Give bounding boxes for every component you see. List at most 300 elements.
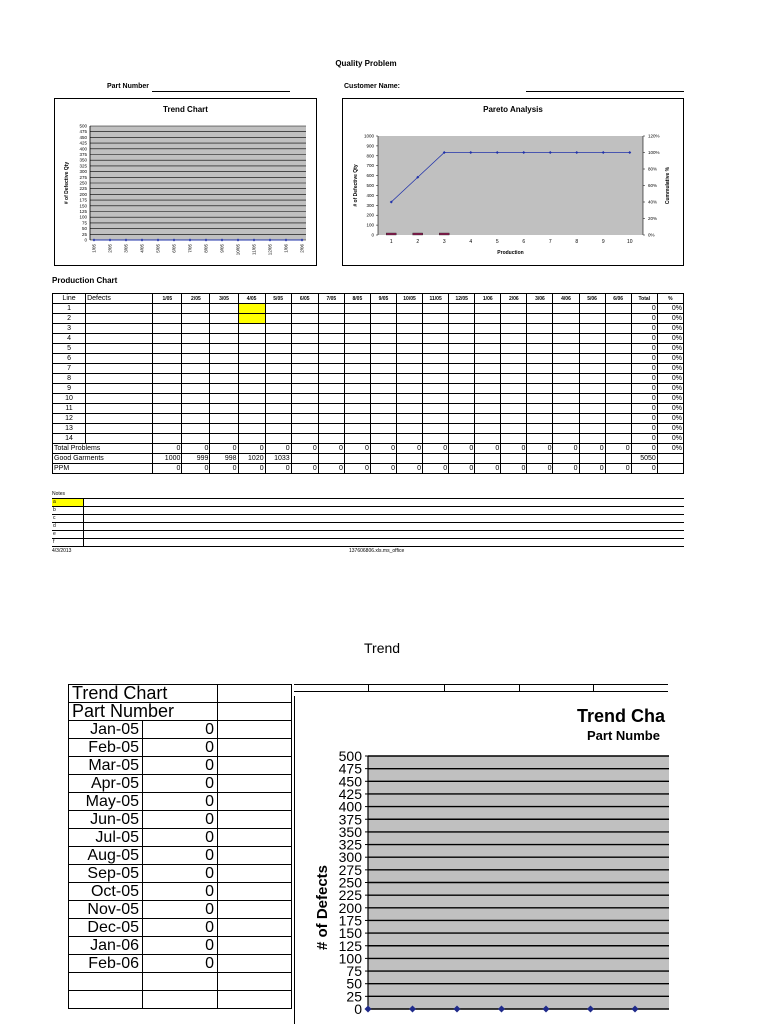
- entry-cell[interactable]: [579, 414, 605, 424]
- entry-cell[interactable]: [501, 424, 527, 434]
- entry-cell[interactable]: [397, 374, 423, 384]
- entry-cell[interactable]: [153, 304, 182, 314]
- entry-cell[interactable]: [291, 344, 318, 354]
- entry-cell[interactable]: [605, 304, 631, 314]
- entry-cell[interactable]: [423, 344, 449, 354]
- entry-cell[interactable]: [527, 364, 553, 374]
- entry-cell[interactable]: [182, 404, 210, 414]
- entry-cell[interactable]: [265, 314, 291, 324]
- entry-cell[interactable]: [423, 334, 449, 344]
- entry-cell[interactable]: [475, 404, 501, 414]
- entry-cell[interactable]: [423, 304, 449, 314]
- entry-cell[interactable]: [423, 354, 449, 364]
- part-number-field[interactable]: [152, 91, 290, 92]
- entry-cell[interactable]: [153, 344, 182, 354]
- y-tick-label: 475: [338, 760, 362, 777]
- entry-cell[interactable]: [344, 354, 370, 364]
- defect-cell[interactable]: [86, 374, 153, 384]
- entry-cell[interactable]: [153, 374, 182, 384]
- entry-cell[interactable]: [579, 434, 605, 444]
- entry-cell[interactable]: [527, 374, 553, 384]
- entry-cell[interactable]: [527, 424, 553, 434]
- defect-cell[interactable]: [86, 314, 153, 324]
- entry-cell[interactable]: [475, 334, 501, 344]
- summary-value: 1000: [153, 454, 182, 464]
- entry-cell[interactable]: [605, 384, 631, 394]
- entry-cell[interactable]: [423, 314, 449, 324]
- entry-cell[interactable]: [153, 404, 182, 414]
- entry-cell[interactable]: [579, 384, 605, 394]
- entry-cell[interactable]: [265, 334, 291, 344]
- entry-cell[interactable]: [238, 394, 265, 404]
- entry-cell[interactable]: [238, 374, 265, 384]
- entry-cell[interactable]: [553, 324, 579, 334]
- entry-cell[interactable]: [475, 424, 501, 434]
- entry-cell[interactable]: [210, 404, 238, 414]
- entry-cell[interactable]: [397, 304, 423, 314]
- y2-tick-label: 0%: [648, 232, 655, 238]
- entry-cell[interactable]: [397, 434, 423, 444]
- defect-cell[interactable]: [86, 384, 153, 394]
- summary-value: 1033: [265, 454, 291, 464]
- entry-cell[interactable]: [501, 344, 527, 354]
- entry-cell[interactable]: [153, 424, 182, 434]
- entry-cell[interactable]: [182, 314, 210, 324]
- line-row: [53, 364, 684, 374]
- entry-cell[interactable]: [397, 314, 423, 324]
- entry-cell[interactable]: [291, 374, 318, 384]
- entry-cell[interactable]: [210, 414, 238, 424]
- entry-cell[interactable]: [449, 354, 475, 364]
- entry-cell[interactable]: [553, 334, 579, 344]
- entry-cell[interactable]: [579, 314, 605, 324]
- entry-cell[interactable]: [265, 374, 291, 384]
- entry-cell[interactable]: [182, 364, 210, 374]
- entry-cell[interactable]: [449, 394, 475, 404]
- notes-row-label: a: [52, 499, 84, 506]
- entry-cell[interactable]: [344, 414, 370, 424]
- entry-cell[interactable]: [210, 384, 238, 394]
- entry-cell[interactable]: [344, 394, 370, 404]
- entry-cell[interactable]: [153, 354, 182, 364]
- defect-cell[interactable]: [86, 414, 153, 424]
- notes-row[interactable]: [52, 539, 684, 547]
- entry-cell[interactable]: [397, 394, 423, 404]
- entry-cell[interactable]: [238, 324, 265, 334]
- entry-cell[interactable]: [475, 314, 501, 324]
- entry-cell[interactable]: [475, 364, 501, 374]
- entry-cell[interactable]: [291, 314, 318, 324]
- entry-cell[interactable]: [475, 414, 501, 424]
- entry-cell[interactable]: [344, 334, 370, 344]
- entry-cell[interactable]: [579, 424, 605, 434]
- month-row: [69, 721, 292, 739]
- entry-cell[interactable]: [370, 344, 396, 354]
- notes-row[interactable]: [52, 531, 684, 539]
- row-percent: 0%: [657, 414, 683, 424]
- entry-cell[interactable]: [501, 404, 527, 414]
- entry-cell[interactable]: [527, 324, 553, 334]
- entry-cell[interactable]: [318, 414, 344, 424]
- entry-cell[interactable]: [449, 334, 475, 344]
- entry-cell[interactable]: [210, 334, 238, 344]
- entry-cell[interactable]: [153, 324, 182, 334]
- entry-cell[interactable]: [370, 434, 396, 444]
- entry-cell[interactable]: [265, 364, 291, 374]
- entry-cell[interactable]: [238, 404, 265, 414]
- entry-cell[interactable]: [210, 424, 238, 434]
- entry-cell[interactable]: [423, 434, 449, 444]
- entry-cell[interactable]: [291, 414, 318, 424]
- entry-cell[interactable]: [265, 324, 291, 334]
- entry-cell[interactable]: [370, 304, 396, 314]
- entry-cell[interactable]: [475, 434, 501, 444]
- defect-cell[interactable]: [86, 394, 153, 404]
- entry-cell[interactable]: [553, 344, 579, 354]
- entry-cell[interactable]: [397, 384, 423, 394]
- entry-cell[interactable]: [553, 424, 579, 434]
- entry-cell[interactable]: [238, 384, 265, 394]
- y-tick-label: 50: [81, 226, 87, 232]
- entry-cell[interactable]: [501, 374, 527, 384]
- notes-row-label: b: [52, 507, 84, 514]
- entry-cell[interactable]: [182, 344, 210, 354]
- entry-cell[interactable]: [265, 354, 291, 364]
- entry-cell[interactable]: [605, 424, 631, 434]
- line-row: [53, 374, 684, 384]
- entry-cell[interactable]: [182, 304, 210, 314]
- entry-cell[interactable]: [318, 424, 344, 434]
- entry-cell[interactable]: [423, 394, 449, 404]
- entry-cell[interactable]: [344, 384, 370, 394]
- entry-cell[interactable]: [501, 354, 527, 364]
- entry-cell[interactable]: [370, 374, 396, 384]
- entry-cell[interactable]: [397, 354, 423, 364]
- entry-cell[interactable]: [182, 414, 210, 424]
- entry-cell[interactable]: [265, 394, 291, 404]
- defect-cell[interactable]: [86, 334, 153, 344]
- entry-cell[interactable]: [605, 334, 631, 344]
- entry-cell[interactable]: [344, 364, 370, 374]
- entry-cell[interactable]: [153, 334, 182, 344]
- x-tick-label: 1/05: [91, 244, 97, 253]
- entry-cell[interactable]: [423, 364, 449, 374]
- entry-cell[interactable]: [344, 404, 370, 414]
- entry-cell[interactable]: [553, 434, 579, 444]
- entry-cell[interactable]: [344, 424, 370, 434]
- notes-row[interactable]: [52, 523, 684, 531]
- entry-cell[interactable]: [291, 334, 318, 344]
- entry-cell[interactable]: [501, 314, 527, 324]
- entry-cell[interactable]: [605, 434, 631, 444]
- entry-cell[interactable]: [210, 434, 238, 444]
- entry-cell[interactable]: [501, 304, 527, 314]
- entry-cell[interactable]: [265, 414, 291, 424]
- entry-cell[interactable]: [553, 414, 579, 424]
- entry-cell[interactable]: [397, 334, 423, 344]
- entry-cell[interactable]: [238, 414, 265, 424]
- entry-cell[interactable]: [318, 364, 344, 374]
- notes-row[interactable]: [52, 507, 684, 515]
- entry-cell[interactable]: [527, 384, 553, 394]
- entry-cell[interactable]: [605, 414, 631, 424]
- defect-cell[interactable]: [86, 304, 153, 314]
- entry-cell[interactable]: [527, 314, 553, 324]
- entry-cell[interactable]: [210, 374, 238, 384]
- entry-cell[interactable]: [182, 434, 210, 444]
- entry-cell[interactable]: [475, 354, 501, 364]
- page-title: Quality Problem: [335, 59, 397, 68]
- entry-cell[interactable]: [344, 344, 370, 354]
- entry-cell[interactable]: [423, 424, 449, 434]
- entry-cell[interactable]: [579, 324, 605, 334]
- entry-cell[interactable]: [449, 364, 475, 374]
- entry-cell[interactable]: [449, 314, 475, 324]
- entry-cell[interactable]: [553, 364, 579, 374]
- entry-cell[interactable]: [265, 384, 291, 394]
- entry-cell[interactable]: [397, 424, 423, 434]
- summary-value: 0: [423, 464, 449, 474]
- entry-cell[interactable]: [605, 354, 631, 364]
- entry-cell[interactable]: [579, 394, 605, 404]
- entry-cell[interactable]: [423, 384, 449, 394]
- notes-row-label: e: [52, 531, 84, 538]
- entry-cell[interactable]: [291, 434, 318, 444]
- entry-cell[interactable]: [210, 344, 238, 354]
- entry-cell[interactable]: [153, 364, 182, 374]
- entry-cell[interactable]: [397, 404, 423, 414]
- defect-cell[interactable]: [86, 354, 153, 364]
- entry-cell[interactable]: [238, 424, 265, 434]
- entry-cell[interactable]: [553, 304, 579, 314]
- entry-cell[interactable]: [182, 334, 210, 344]
- entry-cell[interactable]: [501, 334, 527, 344]
- entry-cell[interactable]: [475, 304, 501, 314]
- summary-value: 0: [182, 444, 210, 454]
- entry-cell[interactable]: [344, 434, 370, 444]
- entry-cell[interactable]: [344, 324, 370, 334]
- entry-cell[interactable]: [210, 304, 238, 314]
- entry-cell[interactable]: [318, 384, 344, 394]
- entry-cell[interactable]: [153, 414, 182, 424]
- entry-cell[interactable]: [210, 364, 238, 374]
- entry-cell[interactable]: [238, 344, 265, 354]
- entry-cell[interactable]: [153, 394, 182, 404]
- entry-cell[interactable]: [265, 344, 291, 354]
- entry-cell[interactable]: [475, 394, 501, 404]
- entry-cell[interactable]: [449, 324, 475, 334]
- defect-cell[interactable]: [86, 324, 153, 334]
- entry-cell[interactable]: [501, 434, 527, 444]
- entry-cell[interactable]: [370, 314, 396, 324]
- x-tick-label: 8/05: [203, 244, 209, 253]
- entry-cell[interactable]: [579, 344, 605, 354]
- entry-cell[interactable]: [397, 324, 423, 334]
- entry-cell[interactable]: [553, 314, 579, 324]
- entry-cell[interactable]: [605, 394, 631, 404]
- entry-cell[interactable]: [238, 434, 265, 444]
- entry-cell[interactable]: [605, 364, 631, 374]
- entry-cell[interactable]: [265, 424, 291, 434]
- entry-cell[interactable]: [423, 374, 449, 384]
- entry-cell[interactable]: [501, 414, 527, 424]
- entry-cell[interactable]: [449, 404, 475, 414]
- trend-chart: [55, 99, 316, 265]
- defect-cell[interactable]: [86, 344, 153, 354]
- defect-cell[interactable]: [86, 434, 153, 444]
- entry-cell[interactable]: [553, 404, 579, 414]
- y-tick-label: 75: [346, 963, 362, 980]
- x-tick-label: 2: [416, 239, 420, 245]
- entry-cell[interactable]: [501, 384, 527, 394]
- entry-cell[interactable]: [423, 324, 449, 334]
- entry-cell[interactable]: [210, 314, 238, 324]
- entry-cell[interactable]: [370, 384, 396, 394]
- entry-cell[interactable]: [370, 404, 396, 414]
- entry-cell[interactable]: [182, 324, 210, 334]
- entry-cell[interactable]: [291, 424, 318, 434]
- entry-cell[interactable]: [475, 324, 501, 334]
- entry-cell[interactable]: [397, 344, 423, 354]
- entry-cell[interactable]: [449, 304, 475, 314]
- entry-cell[interactable]: [475, 374, 501, 384]
- entry-cell[interactable]: [370, 324, 396, 334]
- entry-cell[interactable]: [423, 404, 449, 414]
- entry-cell[interactable]: [475, 344, 501, 354]
- entry-cell[interactable]: [318, 404, 344, 414]
- entry-cell[interactable]: [527, 304, 553, 314]
- entry-cell[interactable]: [318, 344, 344, 354]
- entry-cell[interactable]: [449, 414, 475, 424]
- entry-cell[interactable]: [397, 364, 423, 374]
- entry-cell[interactable]: [370, 414, 396, 424]
- entry-cell[interactable]: [605, 344, 631, 354]
- entry-cell[interactable]: [423, 414, 449, 424]
- entry-cell[interactable]: [344, 314, 370, 324]
- entry-cell[interactable]: [579, 304, 605, 314]
- entry-cell[interactable]: [579, 334, 605, 344]
- entry-cell[interactable]: [238, 354, 265, 364]
- entry-cell[interactable]: [527, 354, 553, 364]
- entry-cell[interactable]: [370, 364, 396, 374]
- entry-cell[interactable]: [449, 384, 475, 394]
- entry-cell[interactable]: [501, 324, 527, 334]
- entry-cell[interactable]: [318, 434, 344, 444]
- customer-name-field[interactable]: [526, 91, 684, 92]
- defect-cell[interactable]: [86, 404, 153, 414]
- entry-cell[interactable]: [238, 364, 265, 374]
- entry-cell[interactable]: [527, 404, 553, 414]
- entry-cell[interactable]: [182, 384, 210, 394]
- month-cell: Oct-05: [69, 883, 143, 901]
- entry-cell[interactable]: [579, 364, 605, 374]
- entry-cell[interactable]: [553, 384, 579, 394]
- entry-cell[interactable]: [153, 434, 182, 444]
- entry-cell[interactable]: [370, 354, 396, 364]
- entry-cell[interactable]: [238, 304, 265, 314]
- entry-cell[interactable]: [449, 424, 475, 434]
- line-row: [53, 394, 684, 404]
- entry-cell[interactable]: [238, 314, 265, 324]
- entry-cell[interactable]: [291, 364, 318, 374]
- entry-cell[interactable]: [182, 374, 210, 384]
- entry-cell[interactable]: [370, 394, 396, 404]
- pareto-bar: [413, 233, 423, 235]
- entry-cell[interactable]: [291, 354, 318, 364]
- entry-cell[interactable]: [605, 324, 631, 334]
- entry-cell[interactable]: [397, 414, 423, 424]
- notes-row-label: d: [52, 523, 84, 530]
- entry-cell[interactable]: [449, 374, 475, 384]
- defect-cell[interactable]: [86, 424, 153, 434]
- entry-cell[interactable]: [318, 334, 344, 344]
- entry-cell[interactable]: [153, 384, 182, 394]
- entry-cell[interactable]: [182, 354, 210, 364]
- entry-cell[interactable]: [579, 354, 605, 364]
- entry-cell[interactable]: [265, 434, 291, 444]
- entry-cell[interactable]: [153, 314, 182, 324]
- entry-cell[interactable]: [344, 374, 370, 384]
- entry-cell[interactable]: [605, 314, 631, 324]
- entry-cell[interactable]: [527, 434, 553, 444]
- entry-cell[interactable]: [501, 364, 527, 374]
- entry-cell[interactable]: [291, 384, 318, 394]
- entry-cell[interactable]: [182, 424, 210, 434]
- month-cell: Feb-06: [69, 955, 143, 973]
- entry-cell[interactable]: [210, 324, 238, 334]
- entry-cell[interactable]: [449, 434, 475, 444]
- entry-cell[interactable]: [291, 304, 318, 314]
- entry-cell[interactable]: [318, 324, 344, 334]
- entry-cell[interactable]: [527, 344, 553, 354]
- entry-cell[interactable]: [318, 314, 344, 324]
- entry-cell[interactable]: [238, 334, 265, 344]
- entry-cell[interactable]: [449, 344, 475, 354]
- entry-cell[interactable]: [291, 394, 318, 404]
- entry-cell[interactable]: [553, 374, 579, 384]
- notes-row[interactable]: [52, 515, 684, 523]
- entry-cell[interactable]: [210, 394, 238, 404]
- entry-cell[interactable]: [318, 304, 344, 314]
- entry-cell[interactable]: [291, 404, 318, 414]
- entry-cell[interactable]: [605, 404, 631, 414]
- entry-cell[interactable]: [579, 404, 605, 414]
- entry-cell[interactable]: [318, 394, 344, 404]
- line-row: [53, 314, 684, 324]
- entry-cell[interactable]: [553, 394, 579, 404]
- entry-cell[interactable]: [370, 334, 396, 344]
- entry-cell[interactable]: [265, 304, 291, 314]
- entry-cell[interactable]: [605, 374, 631, 384]
- entry-cell[interactable]: [527, 394, 553, 404]
- entry-cell[interactable]: [501, 394, 527, 404]
- entry-cell[interactable]: [265, 404, 291, 414]
- defect-cell[interactable]: [86, 364, 153, 374]
- entry-cell[interactable]: [344, 304, 370, 314]
- notes-row[interactable]: [52, 499, 684, 507]
- entry-cell[interactable]: [527, 334, 553, 344]
- entry-cell[interactable]: [318, 354, 344, 364]
- entry-cell[interactable]: [210, 354, 238, 364]
- entry-cell[interactable]: [579, 374, 605, 384]
- entry-cell[interactable]: [553, 354, 579, 364]
- entry-cell[interactable]: [182, 394, 210, 404]
- entry-cell[interactable]: [475, 384, 501, 394]
- entry-cell[interactable]: [291, 324, 318, 334]
- entry-cell[interactable]: [527, 414, 553, 424]
- entry-cell[interactable]: [318, 374, 344, 384]
- entry-cell[interactable]: [370, 424, 396, 434]
